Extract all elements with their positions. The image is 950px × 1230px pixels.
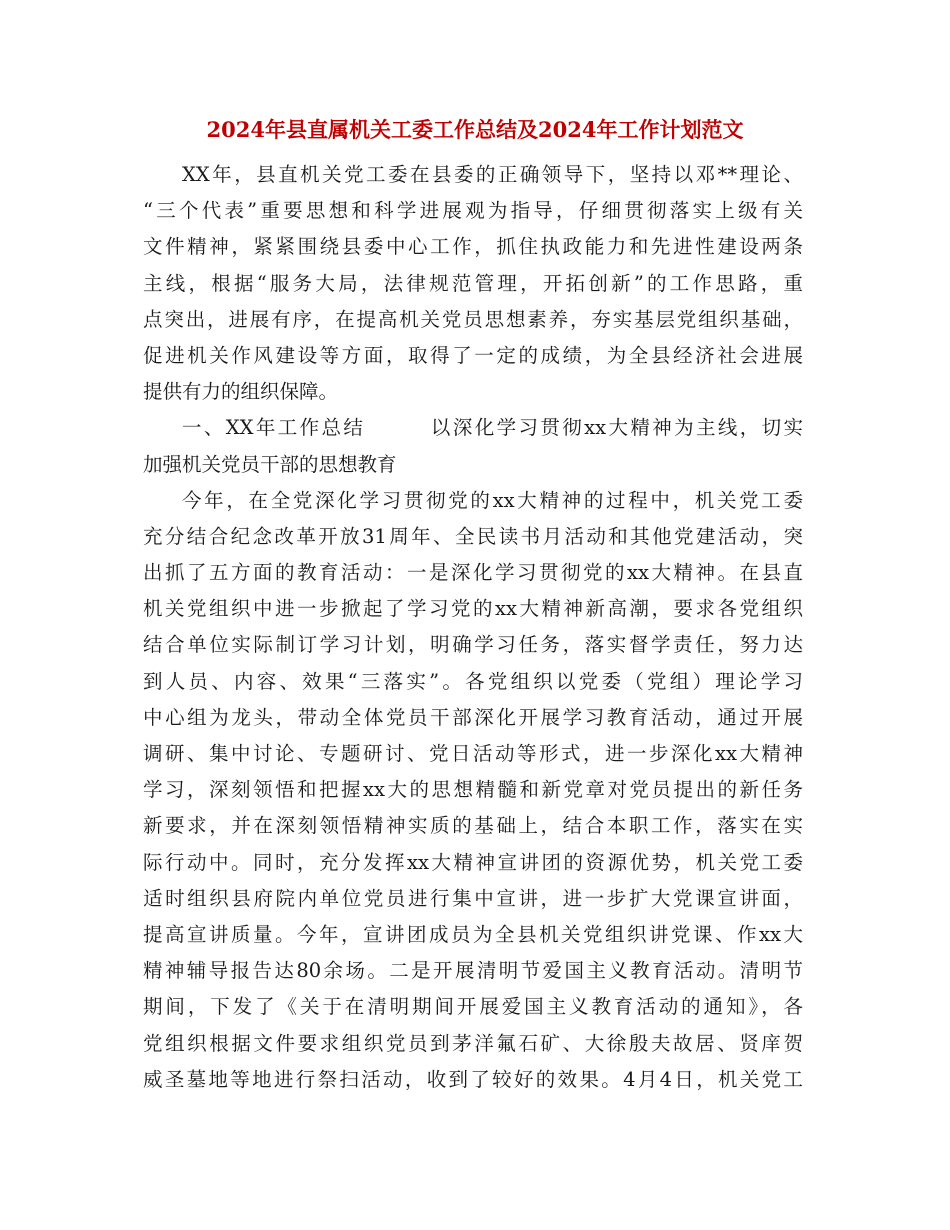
body-line: 促进机关作风建设等方面，取得了一定的成绩，为全县经济社会进展 <box>143 343 803 367</box>
body-line: XX年，县直机关党工委在县委的正确领导下，坚持以邓**理论、 <box>182 163 803 186</box>
body-line: 出抓了五方面的教育活动：一是深化学习贯彻党的xx大精神。在县直 <box>143 561 803 585</box>
body-line: 中心组为龙头，带动全体党员干部深化开展学习教育活动，通过开展 <box>143 705 803 729</box>
body-line: 今年，在全党深化学习贯彻党的xx大精神的过程中，机关党工委 <box>182 488 803 512</box>
body-line: 党组织根据文件要求组织党员到茅洋氟石矿、大徐殷夫故居、贤庠贺 <box>143 1031 803 1055</box>
body-line: 新要求，并在深刻领悟精神实质的基础上，结合本职工作，落实在实 <box>143 814 803 838</box>
body-line: 到人员、内容、效果“三落实”。各党组织以党委（党组）理论学习 <box>143 669 803 693</box>
body-line: 一、XX年工作总结 以深化学习贯彻xx大精神为主线，切实 <box>182 416 803 440</box>
body-line: 主线，根据“服务大局，法律规范管理，开拓创新”的工作思路，重 <box>143 271 803 295</box>
document-body <box>143 157 803 1098</box>
body-line: 提供有力的组织保障。 <box>143 380 339 404</box>
body-line: 文件精神，紧紧围绕县委中心工作，抓住执政能力和先进性建设两条 <box>143 235 803 259</box>
body-line: 期间，下发了《关于在清明期间开展爱国主义教育活动的通知》，各 <box>143 995 803 1019</box>
body-line: 威圣墓地等地进行祭扫活动，收到了较好的效果。4月4日，机关党工 <box>143 1067 803 1091</box>
body-line: 机关党组织中进一步掀起了学习党的xx大精神新高潮，要求各党组织 <box>143 597 803 621</box>
body-line: “三个代表”重要思想和科学进展观为指导，仔细贯彻落实上级有关 <box>143 199 803 223</box>
body-line: 际行动中。同时，充分发挥xx大精神宣讲团的资源优势，机关党工委 <box>143 850 803 874</box>
body-line: 加强机关党员干部的思想教育 <box>143 452 397 476</box>
body-line: 点突出，进展有序，在提高机关党员思想素养，夯实基层党组织基础， <box>143 307 803 331</box>
body-line: 充分结合纪念改革开放31周年、全民读书月活动和其他党建活动，突 <box>143 524 803 548</box>
document-title: 2024年县直属机关工委工作总结及2024年工作计划范文 <box>206 117 744 142</box>
body-line: 学习，深刻领悟和把握xx大的思想精髓和新党章对党员提出的新任务 <box>143 778 803 802</box>
body-line: 提高宣讲质量。今年，宣讲团成员为全县机关党组织讲党课、作xx大 <box>143 922 803 946</box>
body-line: 精神辅导报告达80余场。二是开展清明节爱国主义教育活动。清明节 <box>143 959 803 983</box>
body-line: 适时组织县府院内单位党员进行集中宣讲，进一步扩大党课宣讲面， <box>143 886 803 910</box>
body-line: 调研、集中讨论、专题研讨、党日活动等形式，进一步深化xx大精神 <box>143 742 803 765</box>
body-line: 结合单位实际制订学习计划，明确学习任务，落实督学责任，努力达 <box>143 633 803 657</box>
